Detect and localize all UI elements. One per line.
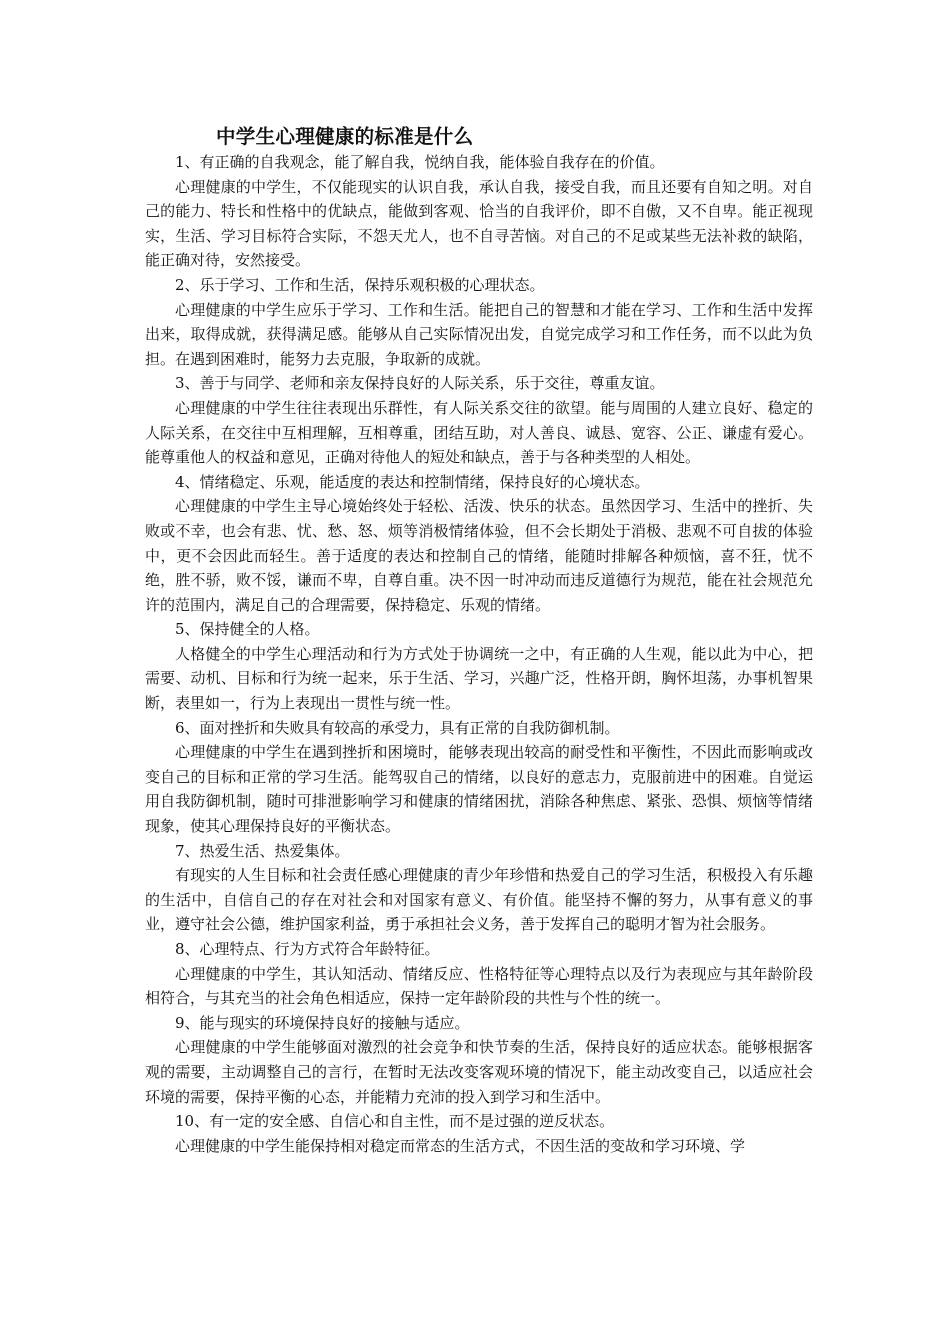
criterion-text-6: 心理健康的中学生在遇到挫折和困境时，能够表现出较高的耐受性和平衡性，不因此而影响或改变自己的目标和正常的学习生活。能驾驭自己的情绪，以良好的意志力，克服前进中的困难。自觉运用自我防御机制，随时可排泄影响学习和健康的情绪困扰，消除各种焦虑、紧张、恐惧、烦恼等情绪现象，使其心理保持良好的平衡状态。 — [145, 743, 813, 836]
criterion-text-3: 心理健康的中学生往往表现出乐群性，有人际关系交往的欲望。能与周围的人建立良好、稳定的人际关系，在交往中互相理解，互相尊重，团结互助，对人善良、诚恳、宽容、公正、谦虚有爱心。能尊重他人的权益和意见，正确对待他人的短处和缺点，善于与各种类型的人相处。 — [145, 398, 813, 467]
criterion-heading-6: 6、面对挫折和失败具有较高的承受力，具有正常的自我防御机制。 — [175, 718, 620, 737]
criterion-heading-5: 5、保持健全的人格。 — [175, 620, 320, 639]
criterion-heading-3: 3、善于与同学、老师和亲友保持良好的人际关系，乐于交往，尊重友谊。 — [175, 374, 665, 393]
criterion-text-10: 心理健康的中学生能保持相对稳定而常态的生活方式，不因生活的变故和学习环境、学 — [175, 1136, 746, 1155]
criterion-heading-7: 7、热爱生活、热爱集体。 — [175, 841, 350, 860]
criterion-heading-4: 4、情绪稳定、乐观，能适度的表达和控制情绪，保持良好的心境状态。 — [175, 472, 650, 491]
document-body — [145, 150, 813, 1158]
criterion-heading-2: 2、乐于学习、工作和生活，保持乐观积极的心理状态。 — [175, 275, 545, 294]
criterion-heading-8: 8、心理特点、行为方式符合年龄特征。 — [175, 940, 440, 958]
criterion-heading-10: 10、有一定的安全感、自信心和自主性，而不是过强的逆反状态。 — [175, 1112, 615, 1131]
criterion-text-8: 心理健康的中学生，其认知活动、情绪反应、性格特征等心理特点以及行为表现应与其年龄阶段相符合，与其充当的社会角色相适应，保持一定年龄阶段的共性与个性的统一。 — [145, 964, 813, 1008]
criterion-text-9: 心理健康的中学生能够面对激烈的社会竞争和快节奏的生活，保持良好的适应状态。能够根据客观的需要，主动调整自己的言行，在暂时无法改变客观环境的情况下，能主动改变自己，以适应社会环境的需要，保持平衡的心态，并能精力充沛的投入到学习和生活中。 — [145, 1038, 813, 1106]
criterion-text-7: 有现实的人生目标和社会责任感心理健康的青少年珍惜和热爱自己的学习生活，积极投入有乐趣的生活中，自信自己的存在对社会和对国家有意义、有价值。能坚持不懈的努力，从事有意义的事业，遵守社会公德，维护国家利益，勇于承担社会义务，善于发挥自己的聪明才智为社会服务。 — [145, 866, 813, 934]
criterion-heading-1: 1、有正确的自我观念，能了解自我，悦纳自我，能体验自我存在的价值。 — [175, 153, 665, 171]
document-title: 中学生心理健康的标准是什么 — [216, 125, 474, 148]
criterion-heading-9: 9、能与现实的环境保持良好的接触与适应。 — [175, 1013, 470, 1032]
criterion-text-5: 人格健全的中学生心理活动和行为方式处于协调统一之中，有正确的人生观，能以此为中心，把需要、动机、目标和行为统一起来，乐于生活、学习，兴趣广泛，性格开朗，胸怀坦荡，办事机智果断，表里如一，行为上表现出一贯性与统一性。 — [145, 644, 813, 713]
criterion-text-2: 心理健康的中学生应乐于学习、工作和生活。能把自己的智慧和才能在学习、工作和生活中发挥出来，取得成就，获得满足感。能够从自己实际情况出发，自觉完成学习和工作任务，而不以此为负担。在遇到困难时，能努力去克服，争取新的成就。 — [145, 300, 813, 368]
criterion-text-4: 心理健康的中学生主导心境始终处于轻松、活泼、快乐的状态。虽然因学习、生活中的挫折、失败或不幸，也会有悲、忧、愁、怒、烦等消极情绪体验，但不会长期处于消极、悲观不可自拔的体验中，更不会因此而轻生。善于适度的表达和控制自己的情绪，能随时排解各种烦恼，喜不狂，忧不绝，胜不骄，败不馁，谦而不卑，自尊自重。决不因一时冲动而违反道德行为规范，能在社会规范允许的范围内，满足自己的合理需要，保持稳定、乐观的情绪。 — [145, 497, 813, 614]
criterion-text-1: 心理健康的中学生，不仅能现实的认识自我，承认自我，接受自我，而且还要有自知之明。对自己的能力、特长和性格中的优缺点，能做到客观、恰当的自我评价，即不自傲，又不自卑。能正视现实，生活、学习目标符合实际，不怨天尤人，也不自寻苦恼。对自己的不足或某些无法补救的缺陷，能正确对待，安然接受。 — [145, 177, 813, 270]
